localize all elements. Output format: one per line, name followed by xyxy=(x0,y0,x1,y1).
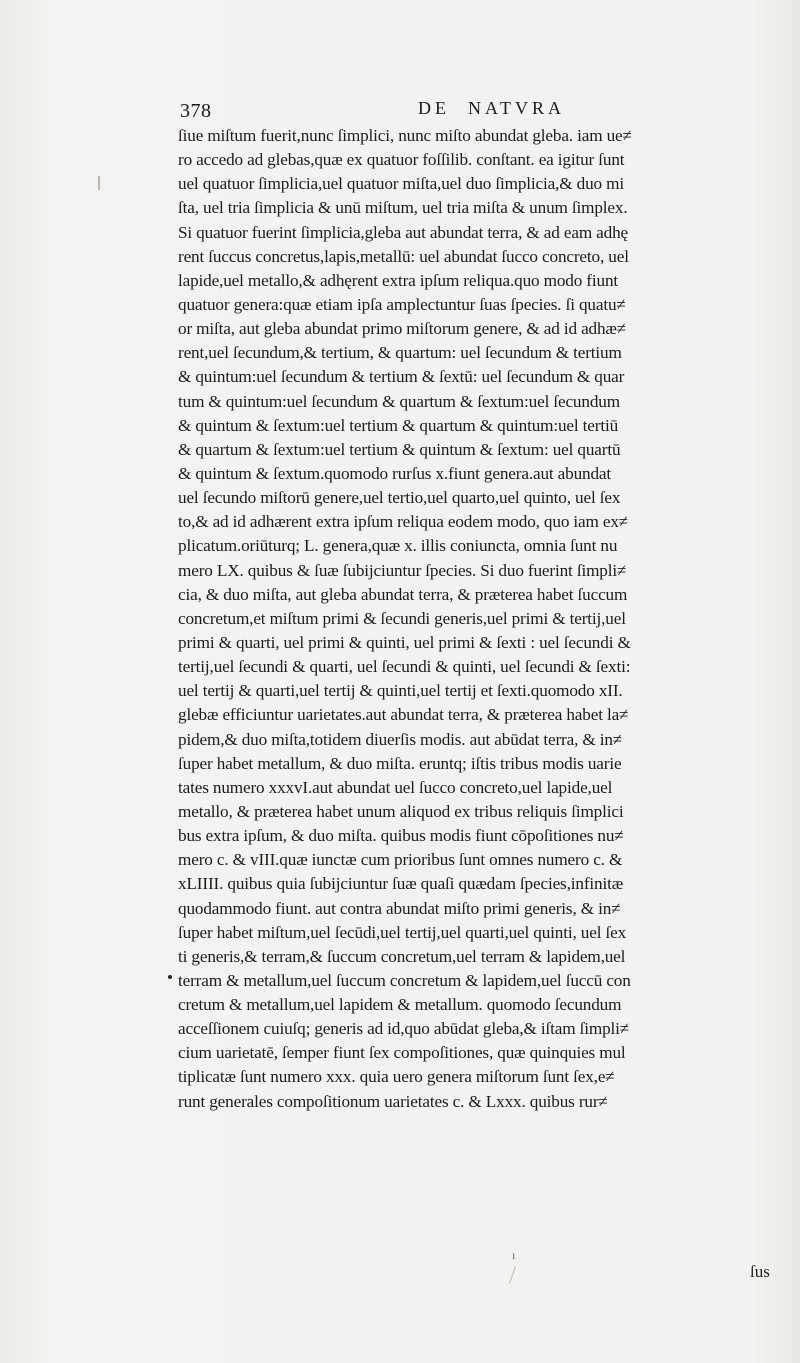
text-line: mero LX. quibus & ſuæ ſubijciuntur ſpecies. Si duo fuerint ſimpli≠ xyxy=(178,560,627,580)
text-line: tates numero xxxvI.aut abundat uel ſucco concreto,uel lapide,uel xyxy=(178,777,613,797)
text-line: & quintum:uel ſecundum & tertium & ſextū: uel ſecundum & quar xyxy=(178,367,625,387)
text-line: uel ſecundo miſtorū genere,uel tertio,uel quarto,uel quinto, uel ſex xyxy=(178,488,621,508)
text-line: & quintum & ſextum:uel tertium & quartum & quintum:uel tertiū xyxy=(178,415,619,435)
text-line: acceſſionem cuiuſq; generis ad id,quo abūdat gleba,& iſtam ſimpli≠ xyxy=(178,1019,630,1039)
text-line: & quintum & ſextum.quomodo rurſus x.fiunt genera.aut abundat xyxy=(178,463,612,483)
text-line: ſta, uel tria ſimplicia & unū miſtum, uel tria miſta & unum ſimplex. xyxy=(178,198,628,218)
text-line: to,& ad id adhærent extra ipſum reliqua eodem modo, quo iam ex≠ xyxy=(178,512,629,532)
text-line: ti generis,& terram,& ſuccum concretum,uel terram & lapidem,uel xyxy=(178,946,626,966)
running-title xyxy=(418,98,583,119)
text-line: uel quatuor ſimplicia,uel quatuor miſta,uel duo ſimplicia,& duo mi xyxy=(178,174,624,194)
text-line: concretum,et miſtum primi & ſecundi generis,uel primi & tertij,uel xyxy=(178,608,626,628)
margin-mark xyxy=(98,176,100,190)
text-line: pidem,& duo miſta,totidem diuerſis modis. aut abūdat terra, & in≠ xyxy=(178,729,623,749)
text-line: cia, & duo miſta, aut gleba abundat terra, & præterea habet ſuccum xyxy=(178,584,628,604)
text-line: quodammodo fiunt. aut contra abundat miſto primi generis, & in≠ xyxy=(178,898,621,918)
text-line: Si quatuor fuerint ſimplicia,gleba aut abundat terra, & ad eam adhę xyxy=(178,222,629,242)
body-text xyxy=(178,124,788,1114)
signature-mark: ı xyxy=(512,1248,516,1262)
margin-scratch xyxy=(509,1266,516,1283)
text-line: terram & metallum,uel ſuccum concretum & lapidem,uel ſuccū con xyxy=(178,970,631,990)
text-line: ſuper habet metallum, & duo miſta. eruntq; iſtis tribus modis uarie xyxy=(178,753,622,773)
text-line: glebæ efficiuntur uarietates.aut abundat terra, & præterea habet la≠ xyxy=(178,705,629,725)
text-line: plicatum.oriūturq; L. genera,quæ x. illis coniuncta, omnia ſunt nu xyxy=(178,536,618,556)
text-line: or miſta, aut gleba abundat primo miſtorum genere, & ad id adhæ≠ xyxy=(178,319,627,339)
running-title-word-2: NATVRA xyxy=(468,98,566,118)
text-line: ſiue miſtum fuerit,nunc ſimplici, nunc miſto abundat gleba. iam ue≠ xyxy=(178,126,632,145)
text-line: tiplicatæ ſunt numero xxx. quia uero genera miſtorum ſunt ſex,e≠ xyxy=(178,1067,615,1087)
page-header xyxy=(180,96,780,126)
text-line: lapide,uel metallo,& adhęrent extra ipſum reliqua.quo modo fiunt xyxy=(178,270,619,290)
text-line: ſuper habet miſtum,uel ſecūdi,uel tertij,uel quarti,uel quinti, uel ſex xyxy=(178,922,627,942)
text-line: metallo, & præterea habet unum aliquod ex tribus reliquis ſimplici xyxy=(178,801,624,821)
text-line: primi & quarti, uel primi & quinti, uel primi & ſexti : uel ſecundi & xyxy=(178,632,631,652)
catchword: ſus xyxy=(750,1262,770,1281)
running-title-word-1: DE xyxy=(418,98,450,118)
text-line: rent,uel ſecundum,& tertium, & quartum: uel ſecundum & tertium xyxy=(178,343,622,363)
margin-dot xyxy=(168,975,172,979)
text-line: tum & quintum:uel ſecundum & quartum & ſextum:uel ſecundum xyxy=(178,391,620,411)
text-line: xLIIII. quibus quia ſubijciuntur ſuæ quaſi quædam ſpecies,infinitæ xyxy=(178,874,624,894)
text-line: bus extra ipſum, & duo miſta. quibus modis fiunt cōpoſitiones nu≠ xyxy=(178,826,624,846)
page-number: 378 xyxy=(180,100,212,122)
text-line: cretum & metallum,uel lapidem & metallum. quomodo ſecundum xyxy=(178,995,622,1015)
text-line: rent ſuccus concretus,lapis,metallū: uel abundat ſucco concreto, uel xyxy=(178,246,629,266)
text-line: uel tertij & quarti,uel tertij & quinti,uel tertij et ſexti.quomodo xII. xyxy=(178,681,623,701)
text-line: & quartum & ſextum:uel tertium & quintum & ſextum: uel quartū xyxy=(178,439,621,459)
text-line: quatuor genera:quæ etiam ipſa amplectuntur ſuas ſpecies. ſi quatu≠ xyxy=(178,294,626,314)
text-line: tertij,uel ſecundi & quarti, uel ſecundi & quinti, uel ſecundi & ſexti: xyxy=(178,657,631,677)
text-line: mero c. & vIII.quæ iunctæ cum prioribus ſunt omnes numero c. & xyxy=(178,850,623,870)
text-line: ro accedo ad glebas,quæ ex quatuor foſſilib. conſtant. ea igitur ſunt xyxy=(178,150,625,170)
text-line: cium uarietatē, ſemper fiunt ſex compoſitiones, quæ quinquies mul xyxy=(178,1043,626,1063)
text-line: runt generales compoſitionum uarietates c. & Lxxx. quibus rur≠ xyxy=(178,1091,608,1111)
